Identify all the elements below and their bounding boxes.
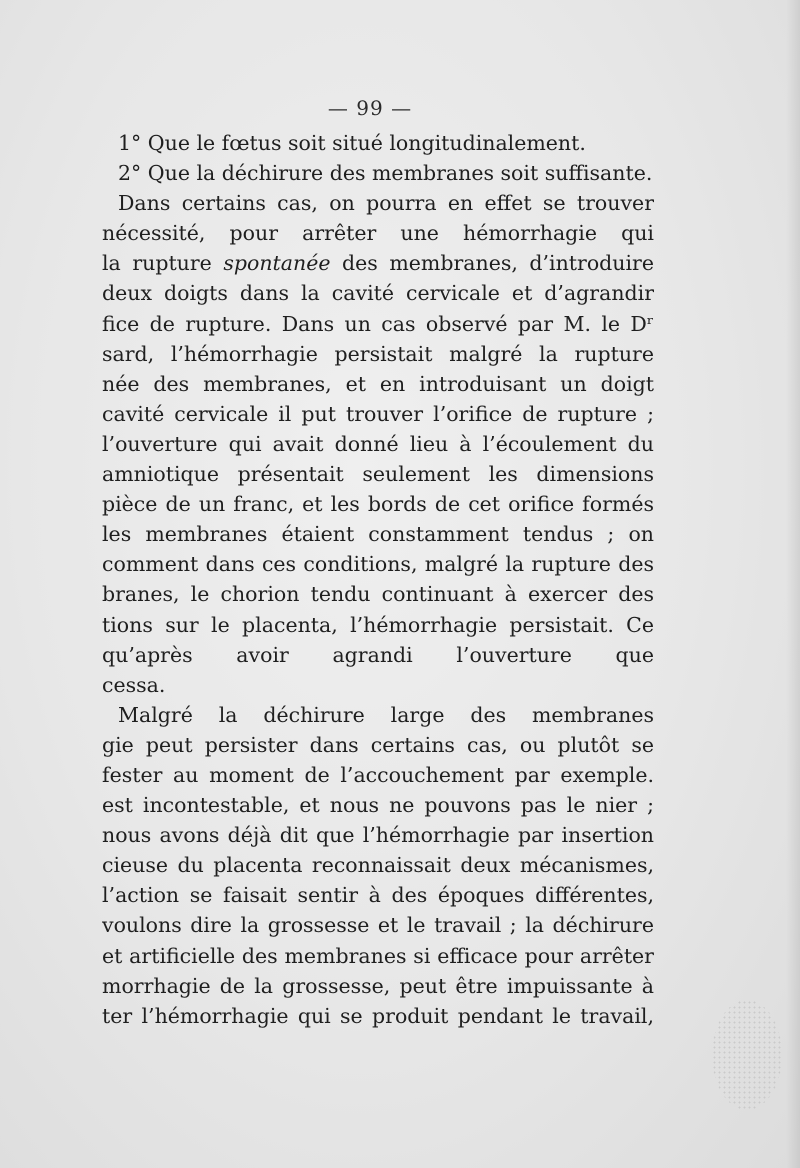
body-text — [102, 128, 654, 1031]
text-line: née des membranes, et en introduisant un doigt — [102, 371, 654, 396]
text-line: amniotique présentait seulement les dimensions — [102, 462, 654, 487]
text-line: nécessité, pour arrêter une hémorrhagie qui — [102, 221, 654, 246]
text-line: voulons dire la grossesse et le travail ; la déchirure — [102, 913, 654, 938]
text-line: Malgré la déchirure large des membranes — [118, 702, 654, 727]
text-line: l’ouverture qui avait donné lieu à l’écoulement du — [102, 431, 654, 456]
page-number: — 99 — — [327, 96, 413, 120]
text-line: est incontestable, et nous ne pouvons pas le nier ; — [102, 793, 654, 818]
text-line: cavité cervicale il put trouver l’orifice de rupture ; — [102, 401, 654, 426]
text-line: pièce de un franc, et les bords de cet orifice formés — [102, 492, 654, 517]
text-line: gie peut persister dans certains cas, ou plutôt se — [102, 732, 654, 757]
text-line: et artificielle des membranes si efficace pour arrêter — [102, 943, 654, 968]
text-line: nous avons déjà dit que l’hémorrhagie par insertion — [102, 823, 654, 848]
text-line: tions sur le placenta, l’hémorrhagie persistait. Ce — [102, 612, 654, 637]
text-line: qu’après avoir agrandi l’ouverture que — [102, 642, 654, 667]
text-line: branes, le chorion tendu continuant à exercer des — [102, 582, 654, 607]
paper-speckle — [712, 1000, 782, 1110]
text-line: Dans certains cas, on pourra en effet se trouver — [118, 191, 654, 216]
italic-word: spontanée — [223, 251, 331, 276]
text-line: 1° Que le fœtus soit situé longitudinalement. — [118, 131, 586, 155]
text-line: la rupture spontanée des membranes, d’introduire — [102, 251, 654, 276]
text-line: morrhagie de la grossesse, peut être impuissante à — [102, 973, 654, 998]
text-line: fester au moment de l’accouchement par exemple. — [102, 762, 654, 787]
text-line: comment dans ces conditions, malgré la rupture des — [102, 552, 654, 577]
text-line: l’action se faisait sentir à des époques différentes, — [102, 883, 654, 908]
text-line: cessa. — [102, 672, 166, 697]
page-edge-shadow — [786, 0, 800, 1168]
text-line: cieuse du placenta reconnaissait deux mécanismes, — [102, 853, 654, 878]
text-line: sard, l’hémorrhagie persistait malgré la rupture — [102, 341, 654, 366]
text-line: ter l’hémorrhagie qui se produit pendant le travail, — [102, 1003, 654, 1028]
text-line: deux doigts dans la cavité cervicale et d’agrandir — [102, 281, 654, 306]
text-line: les membranes étaient constamment tendus ; on — [102, 522, 654, 547]
text-line: 2° Que la déchirure des membranes soit suffisante. — [118, 161, 653, 186]
text-line: fice de rupture. Dans un cas observé par M. le Dʳ — [102, 311, 654, 336]
